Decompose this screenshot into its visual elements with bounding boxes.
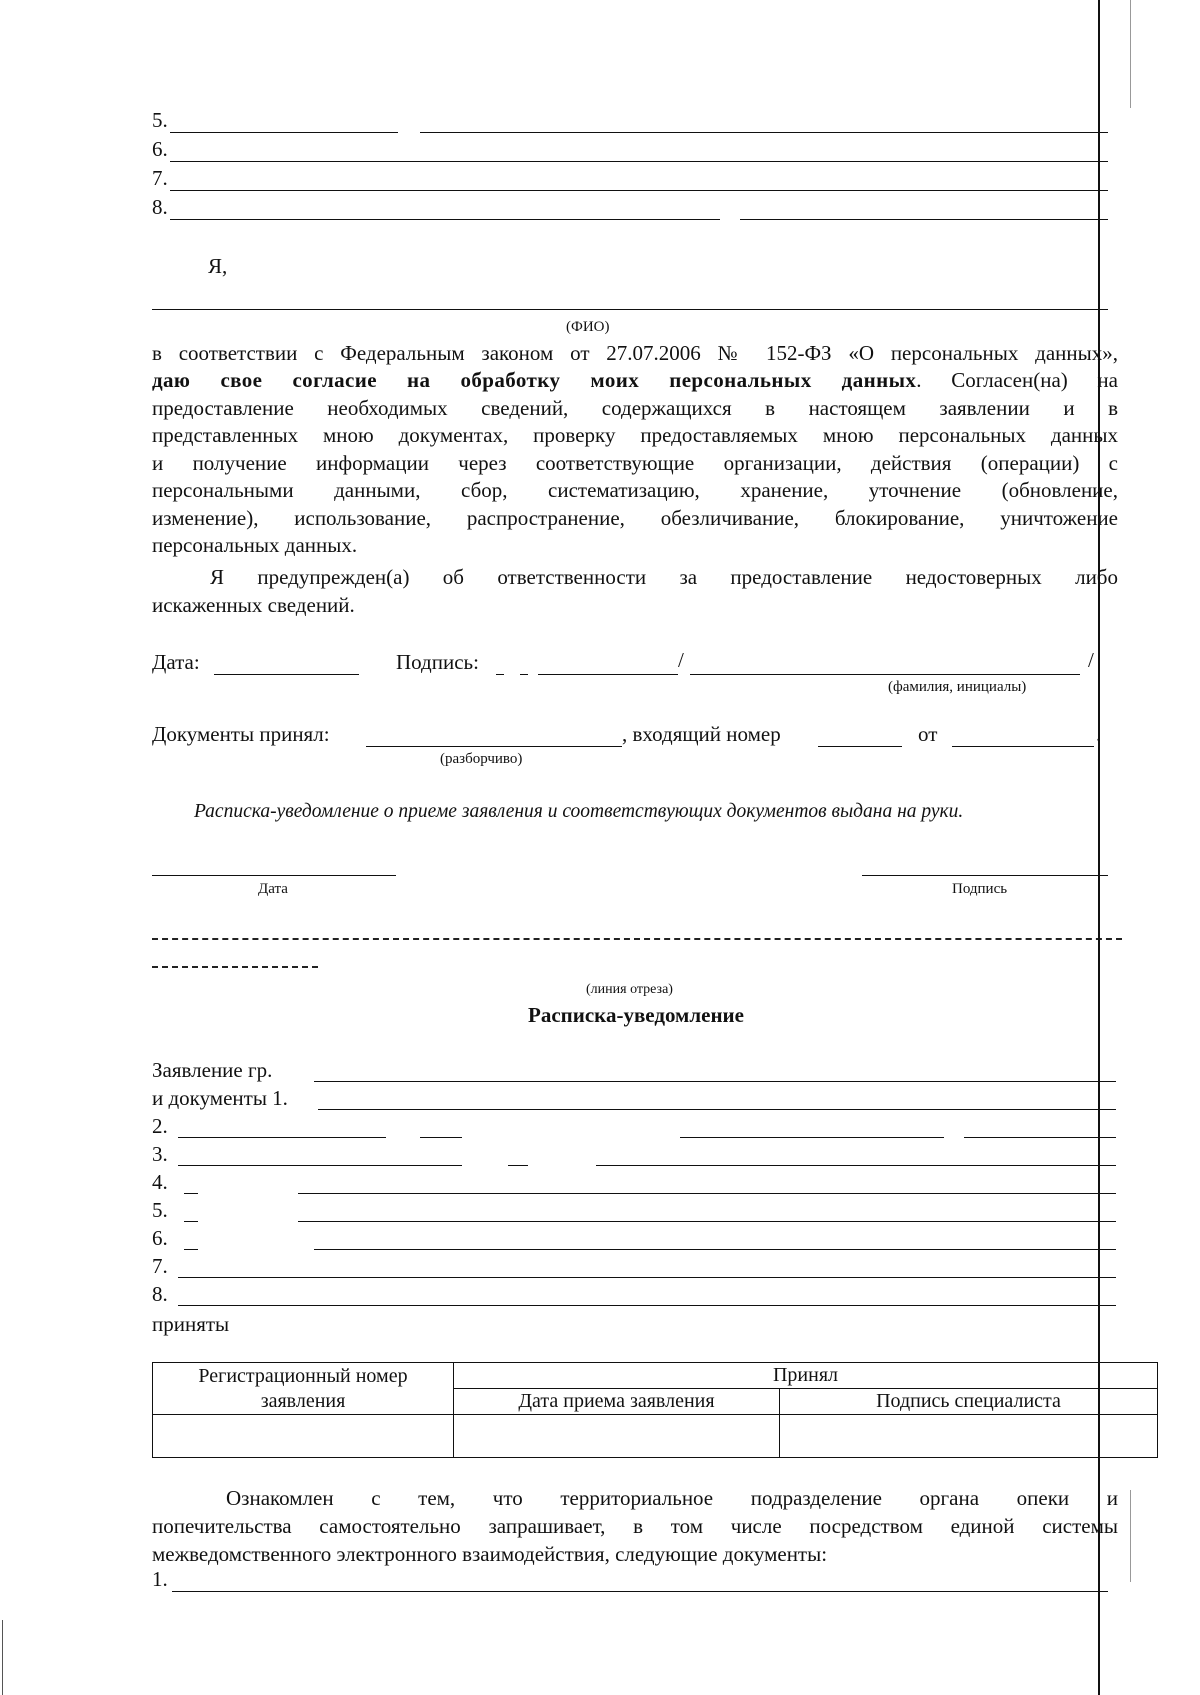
consent-line-3: предоставление необходимых сведений, содержащихся в настоящем заявлении и в — [152, 396, 1118, 420]
notice-item-1: 1. — [152, 1567, 168, 1591]
notice-item-1-blank[interactable] — [172, 1591, 1108, 1592]
receipt-signature-caption: Подпись — [952, 881, 1008, 897]
blank-line-6[interactable] — [170, 161, 1108, 162]
signature-label: Подпись: — [396, 650, 479, 674]
list-number-7: 7. — [152, 166, 168, 190]
application-from-blank[interactable] — [314, 1081, 1116, 1082]
receipt-item-3: 3. — [152, 1142, 168, 1166]
slash-1: / — [678, 648, 684, 672]
application-from-label: Заявление гр. — [152, 1058, 273, 1082]
accepted-header: Принял — [454, 1363, 1158, 1389]
receipt-item-2: 2. — [152, 1114, 168, 1138]
reg-number-line-2: заявления — [260, 1389, 346, 1412]
registration-table — [152, 1362, 1158, 1458]
receipt-date-blank[interactable] — [152, 875, 396, 876]
legible-caption: (разборчиво) — [440, 751, 523, 767]
blank-line-8b[interactable] — [740, 219, 1108, 220]
receipt-item-5-blank-a[interactable] — [184, 1221, 198, 1222]
receipt-item-4: 4. — [152, 1170, 168, 1194]
cut-line-dashed — [152, 938, 1122, 940]
receipt-item-7-blank[interactable] — [178, 1277, 1116, 1278]
consent-bold: даю свое согласие на обработку моих персональных данных — [152, 368, 917, 392]
warning-line-1: Я предупрежден(а) об ответственности за предоставление недостоверных либо — [210, 565, 1118, 589]
receipt-item-8: 8. — [152, 1282, 168, 1306]
receipt-item-4-blank-b[interactable] — [298, 1193, 1116, 1194]
notice-line-2: попечительства самостоятельно запрашивает, в том числе посредством единой системы — [152, 1514, 1118, 1538]
receipt-item-6-blank-b[interactable] — [314, 1249, 1116, 1250]
blank-line-7[interactable] — [170, 190, 1108, 191]
scan-edge-line-bottom — [1130, 1490, 1131, 1582]
signature-blank-c[interactable] — [538, 674, 678, 675]
blank-line-5a[interactable] — [170, 132, 398, 133]
surname-caption: (фамилия, инициалы) — [888, 679, 1027, 695]
receipt-item-5-blank-b[interactable] — [298, 1221, 1116, 1222]
receipt-item-4-blank-a[interactable] — [184, 1193, 198, 1194]
incoming-number-blank[interactable] — [818, 746, 902, 747]
fio-caption: (ФИО) — [566, 319, 610, 335]
receipt-item-6: 6. — [152, 1226, 168, 1250]
docs-accepted-label: Документы принял: — [152, 722, 330, 746]
receipt-item-8-blank[interactable] — [178, 1305, 1116, 1306]
list-number-5: 5. — [152, 108, 168, 132]
ya-label: Я, — [208, 254, 228, 278]
scan-left-edge-line — [2, 1620, 3, 1695]
blank-line-8a[interactable] — [170, 219, 720, 220]
accepted-label: приняты — [152, 1312, 230, 1336]
date-received-cell[interactable] — [454, 1415, 780, 1458]
specialist-signature-header: Подпись специалиста — [780, 1389, 1158, 1415]
receipt-item-2-blank-a[interactable] — [178, 1137, 386, 1138]
from-label: от — [918, 722, 938, 746]
surname-blank[interactable] — [690, 674, 1080, 675]
from-date-blank[interactable] — [952, 746, 1094, 747]
receipt-item-7: 7. — [152, 1254, 168, 1278]
date-blank[interactable] — [214, 674, 359, 675]
receipt-item-2-blank-b[interactable] — [420, 1137, 462, 1138]
consent-line-2-rest: . Согласен(на) на — [916, 368, 1118, 392]
consent-line-7: изменение), использование, распространение, обезличивание, блокирование, уничтожение — [152, 506, 1118, 530]
receipt-date-caption: Дата — [258, 881, 288, 897]
receipt-signature-blank[interactable] — [862, 875, 1108, 876]
receipt-item-3-blank-b[interactable] — [508, 1165, 528, 1166]
notice-line-3: межведомственного электронного взаимодействия, следующие документы: — [152, 1542, 828, 1566]
consent-line-8: персональных данных. — [152, 533, 358, 557]
consent-line-6: персональными данными, сбор, систематизацию, хранение, уточнение (обновление, — [152, 478, 1118, 502]
period: . — [1096, 722, 1102, 746]
incoming-number-label: , входящий номер — [622, 722, 781, 746]
scan-edge-line-top — [1130, 0, 1131, 108]
receipt-item-5: 5. — [152, 1198, 168, 1222]
blank-line-5b[interactable] — [420, 132, 1108, 133]
slash-2: / — [1088, 648, 1094, 672]
fio-line[interactable] — [152, 309, 1108, 310]
specialist-signature-cell[interactable] — [780, 1415, 1158, 1458]
notice-line-1: Ознакомлен с тем, что территориальное подразделение органа опеки и — [226, 1486, 1118, 1510]
consent-line-5: и получение информации через соответствующие организации, действия (операции) с — [152, 451, 1118, 475]
reg-number-line-1: Регистрационный номер — [198, 1364, 408, 1387]
reg-number-header — [153, 1363, 454, 1415]
receipt-item-3-blank-a[interactable] — [178, 1165, 462, 1166]
cut-line-caption: (линия отреза) — [586, 982, 673, 997]
consent-line-4: представленных мною документах, проверку предоставляемых мною персональных данных — [152, 423, 1118, 447]
receipt-item-3-blank-c[interactable] — [596, 1165, 1116, 1166]
list-number-8: 8. — [152, 195, 168, 219]
receipt-item-6-blank-a[interactable] — [184, 1249, 198, 1250]
documents-1-blank[interactable] — [318, 1109, 1116, 1110]
scan-margin-line — [1098, 0, 1100, 1695]
date-received-header: Дата приема заявления — [454, 1389, 780, 1415]
signature-blank-b[interactable] — [520, 674, 528, 675]
receipt-item-2-blank-c[interactable] — [680, 1137, 944, 1138]
warning-line-2: искаженных сведений. — [152, 593, 355, 617]
docs-accepted-blank[interactable] — [366, 746, 622, 747]
consent-line-1: в соответствии с Федеральным законом от 27.07.2006 № 152-ФЗ «О персональных данных», — [152, 341, 1118, 365]
receipt-note: Расписка-уведомление о приеме заявления и соответствующих документов выдана на руки. — [194, 801, 964, 822]
receipt-item-2-blank-d[interactable] — [964, 1137, 1116, 1138]
reg-number-cell[interactable] — [153, 1415, 454, 1458]
documents-1-label: и документы 1. — [152, 1086, 288, 1110]
cut-line-dashed-tail — [152, 966, 318, 968]
consent-line-2 — [152, 367, 1118, 395]
date-label: Дата: — [152, 650, 200, 674]
list-number-6: 6. — [152, 137, 168, 161]
signature-blank-a[interactable] — [496, 674, 504, 675]
receipt-title: Расписка-уведомление — [528, 1003, 744, 1027]
